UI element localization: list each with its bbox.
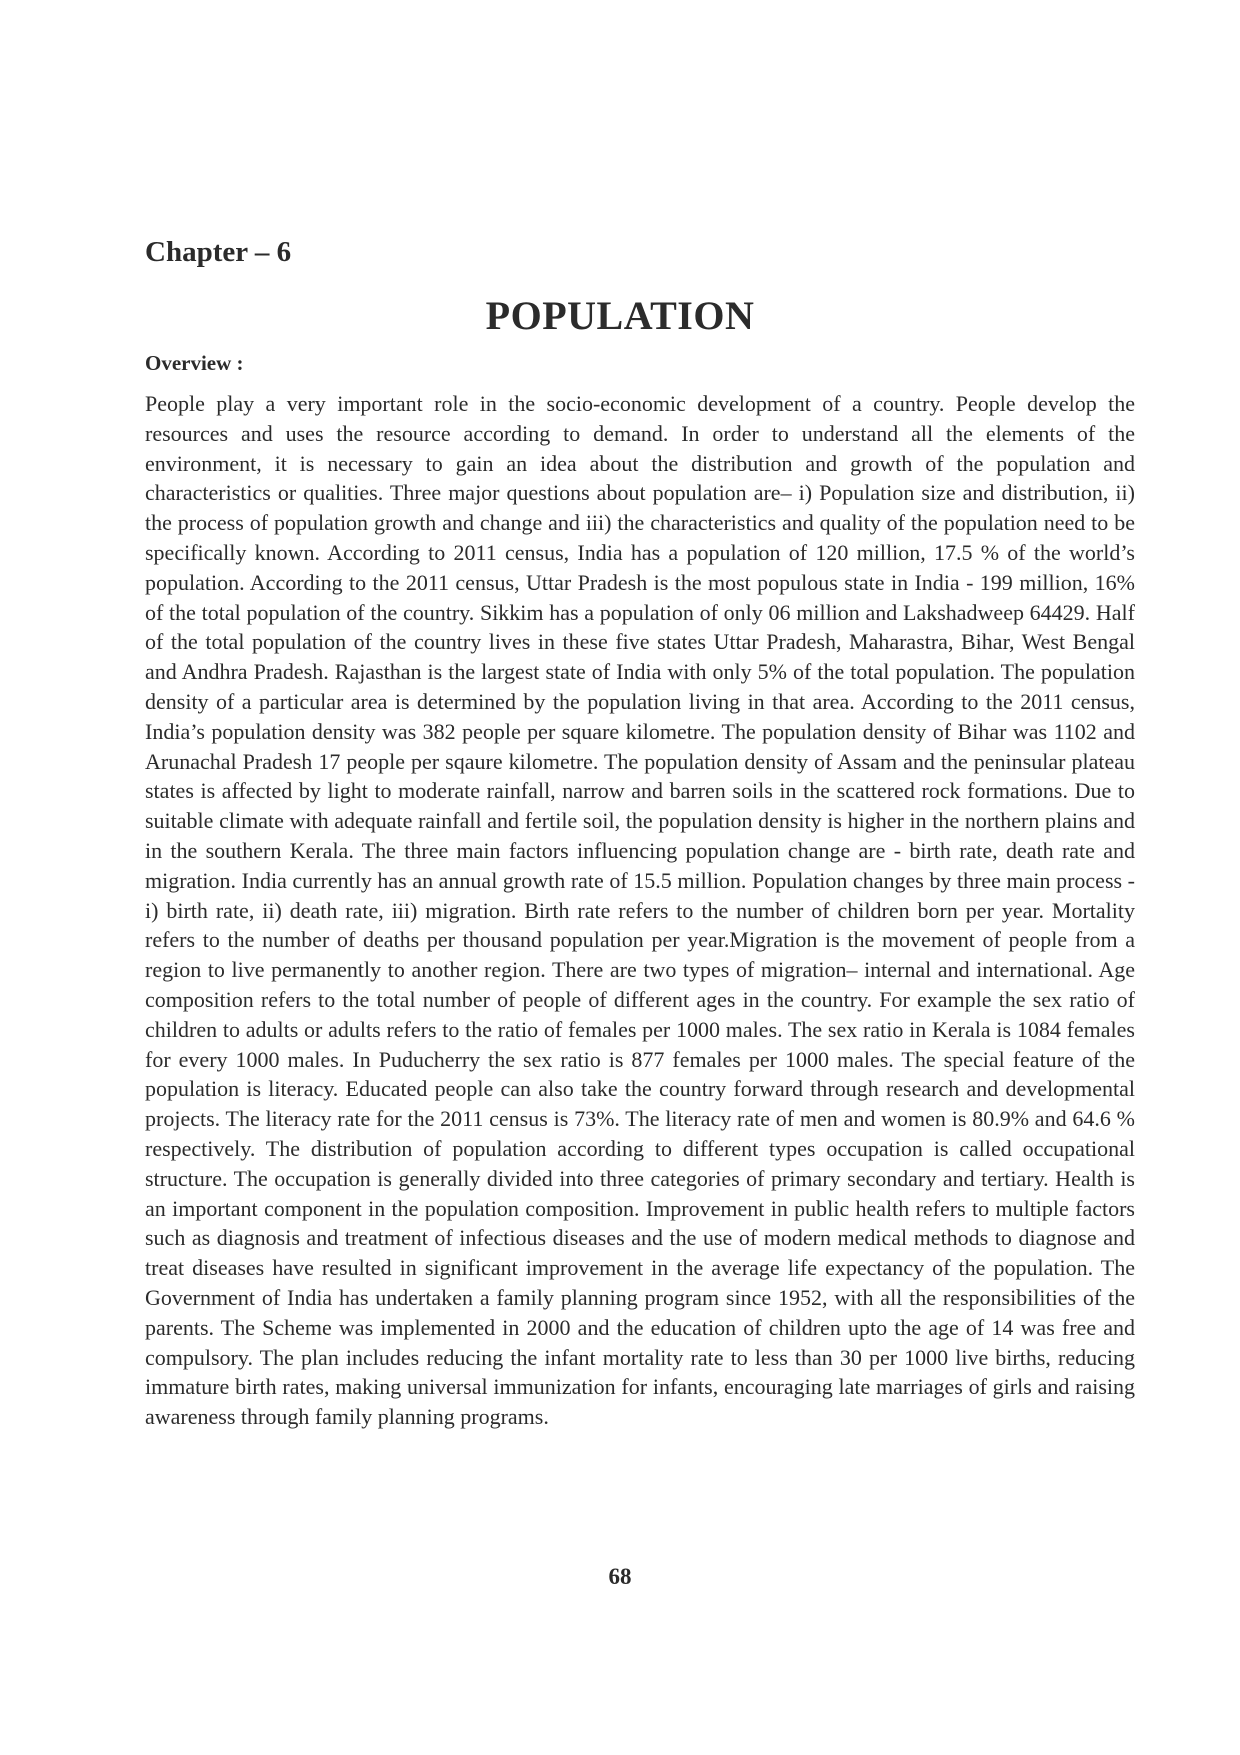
overview-heading: Overview : [145, 351, 244, 375]
page-number: 68 [608, 1564, 632, 1589]
chapter-title: POPULATION [485, 293, 755, 338]
chapter-label: Chapter – 6 [145, 236, 292, 268]
overview-paragraph: People play a very important role in the socio-economic development of a country. People develop the resources and uses the resource according to demand. In order to understand all the elements of the environment, it is necessary to gain an idea about the distribution and growth of the population and characteristics or qualities. Three major questions about population are– i) Population size and distribution, ii) the process of population growth and change and iii) the characteristics and quality of the population need to be specifically known. According to 2011 census, India has a population of 120 million, 17.5 % of the world’s population. According to the 2011 census, Uttar Pradesh is the most populous state in India - 199 million, 16% of the total population of the country. Sikkim has a population of only 06 million and Lakshadweep 64429. Half of the total population of the country lives in these five states Uttar Pradesh, Maharastra, Bihar, West Bengal and Andhra Pradesh. Rajasthan is the largest state of India with only 5% of the total population. The population density of a particular area is determined by the population living in that area. According to the 2011 census, India’s population density was 382 people per square kilometre. The population density of Bihar was 1102 and Arunachal Pradesh 17 people per sqaure kilometre. The population density of Assam and the peninsular plateau states is affected by light to moderate rainfall, narrow and barren soils in the scattered rock formations. Due to suitable climate with adequate rainfall and fertile soil, the population density is higher in the northern plains and in the southern Kerala. The three main factors influencing population change are - birth rate, death rate and migration. India currently has an annual growth rate of 15.5 million. Population changes by three main process - i) birth rate, ii) death rate, iii) migration. Birth rate refers to the number of children born per year. Mortality refers to the number of deaths per thousand population per year.Migration is the movement of people from a region to live permanently to another region. There are two types of migration– internal and international. Age composition refers to the total number of people of different ages in the country. For example the sex ratio of children to adults or adults refers to the ratio of females per 1000 males. The sex ratio in Kerala is 1084 females for every 1000 males. In Puducherry the sex ratio is 877 females per 1000 males. The special feature of the population is literacy. Educated people can also take the country forward through research and developmental projects. The literacy rate for the 2011 census is 73%. The literacy rate of men and women is 80.9% and 64.6 % respectively. The distribution of population according to different types occupation is called occupational structure. The occupation is generally divided into three categories of primary secondary and tertiary. Health is an important component in the population composition. Improvement in public health refers to multiple factors such as diagnosis and treatment of infectious diseases and the use of modern medical methods to diagnose and treat diseases have resulted in significant improvement in the average life expectancy of the population. The Government of India has undertaken a family planning program since 1952, with all the responsibilities of the parents. The Scheme was implemented in 2000 and the education of children upto the age of 14 was free and compulsory. The plan includes reducing the infant mortality rate to less than 30 per 1000 live births, reducing immature birth rates, making universal immunization for infants, encouraging late marriages of girls and raising awareness through family planning programs. [145, 391, 1135, 1430]
